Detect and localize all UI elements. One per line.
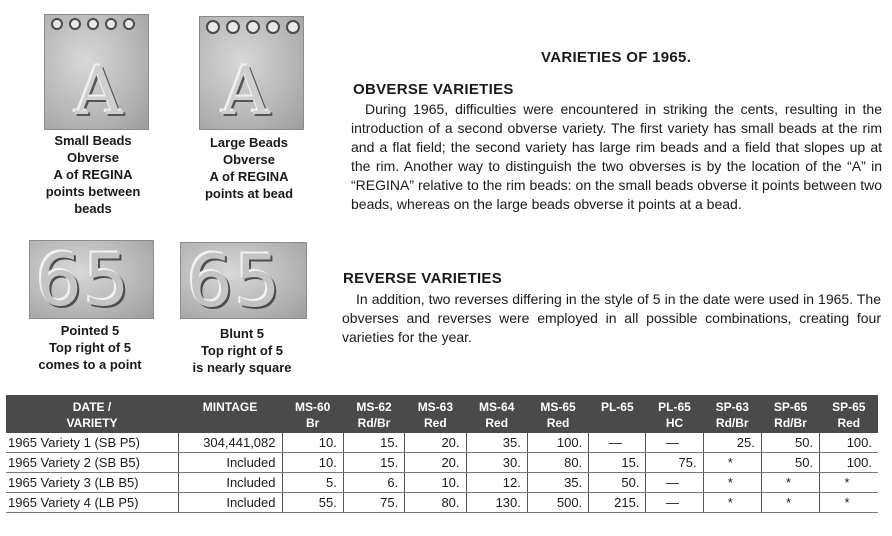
col-header-ms65: MS-65 Red [527, 395, 588, 433]
table-row [6, 473, 878, 493]
cell-price: * [703, 493, 761, 513]
small-beads-obverse-image [44, 14, 149, 130]
col-header-ms62: MS-62 Rd/Br [343, 395, 404, 433]
obverse-paragraph: During 1965, difficulties were encountered in striking the cents, resulting in the introduction of a second obverse variety. The first variety has small beads at the rim and a flat field; the second variety has large rim beads and a field that slopes up at the rim. Another way to distinguish the two obverses is by the location of the “A” in “REGINA” relative to the rim beads: on the small beads obverse it points between two beads, whereas on the large beads obverse it points at a bead. [351, 101, 882, 212]
table-row [6, 433, 878, 453]
col-header-mintage: MINTAGE [178, 395, 282, 433]
caption-line: Large Beads [209, 135, 289, 150]
pointed-5-reverse-image [29, 240, 154, 319]
cell-price: — [589, 433, 646, 453]
col-header-pl65-hc: PL-65 HC [646, 395, 703, 433]
date-digits: 65 [187, 242, 283, 319]
cell-price: 215. [589, 493, 646, 513]
cell-price: 500. [527, 493, 588, 513]
cell-price: 15. [343, 453, 404, 473]
caption-line: Top right of 5 [200, 343, 284, 358]
table-row [6, 453, 878, 473]
page-title: VARIETIES OF 1965. [541, 49, 692, 66]
cell-price: 55. [282, 493, 343, 513]
large-rim-beads [206, 20, 300, 34]
cell-price: 100. [527, 433, 588, 453]
cell-price: 15. [343, 433, 404, 453]
cell-price: 100. [820, 433, 878, 453]
large-beads-caption [188, 134, 310, 202]
col-header-sp65-red: SP-65 Red [820, 395, 878, 433]
cell-price: 50. [589, 473, 646, 493]
variety-price-table [6, 395, 878, 513]
cell-price: 6. [343, 473, 404, 493]
caption-line: is nearly square [192, 360, 292, 375]
col-header-ms63: MS-63 Red [405, 395, 466, 433]
reverse-heading: REVERSE VARIETIES [343, 270, 503, 287]
cell-variety: 1965 Variety 4 (LB P5) [6, 493, 178, 513]
cell-price: 130. [466, 493, 527, 513]
caption-line: Obverse [222, 152, 276, 167]
cell-price: 5. [282, 473, 343, 493]
caption-line: Small Beads [54, 133, 132, 148]
cell-price: 75. [343, 493, 404, 513]
caption-line: A of REGINA [209, 169, 289, 184]
obverse-heading: OBVERSE VARIETIES [353, 81, 514, 98]
cell-price: * [703, 473, 761, 493]
table-header-row [6, 395, 878, 433]
cell-price: * [820, 473, 878, 493]
cell-variety: 1965 Variety 1 (SB P5) [6, 433, 178, 453]
cell-price: 35. [466, 433, 527, 453]
cell-price: 100. [820, 453, 878, 473]
cell-price: 25. [703, 433, 761, 453]
col-header-pl65: PL-65 [589, 395, 646, 433]
blunt-5-caption [172, 325, 312, 376]
table-row [6, 493, 878, 513]
caption-line: comes to a point [38, 357, 142, 372]
col-header-sp63: SP-63 Rd/Br [703, 395, 761, 433]
cell-price: 12. [466, 473, 527, 493]
reverse-paragraph: In addition, two reverses differing in the style of 5 in the date were used in 1965. The obverses and reverses were employed in all possible combinations, creating four varieties for the year. [342, 291, 881, 345]
cell-price: — [646, 433, 703, 453]
col-header-ms64: MS-64 Red [466, 395, 527, 433]
cell-price: 50. [761, 433, 819, 453]
cell-price: 75. [646, 453, 703, 473]
blunt-5-reverse-image [180, 242, 307, 319]
cell-price: 10. [282, 453, 343, 473]
small-rim-beads [51, 18, 135, 30]
caption-line: A of REGINA [53, 167, 133, 182]
cell-price: 10. [282, 433, 343, 453]
cell-price: 20. [405, 453, 466, 473]
pointed-5-caption [20, 322, 160, 373]
cell-mintage: Included [178, 453, 282, 473]
cell-mintage: 304,441,082 [178, 433, 282, 453]
caption-line: Blunt 5 [219, 326, 265, 341]
cell-price: 50. [761, 453, 819, 473]
caption-line: Pointed 5 [60, 323, 120, 338]
col-header-date: DATE / VARIETY [6, 395, 178, 433]
caption-line: Top right of 5 [48, 340, 132, 355]
cell-price: 15. [589, 453, 646, 473]
large-beads-obverse-image [199, 16, 304, 130]
col-header-sp65-rdbr: SP-65 Rd/Br [761, 395, 819, 433]
cell-variety: 1965 Variety 2 (SB B5) [6, 453, 178, 473]
small-beads-caption [32, 132, 154, 217]
cell-price: * [703, 453, 761, 473]
regina-letter-a: A [75, 53, 123, 130]
cell-price: 10. [405, 473, 466, 493]
caption-line: Obverse [66, 150, 120, 165]
cell-variety: 1965 Variety 3 (LB B5) [6, 473, 178, 493]
cell-price: 35. [527, 473, 588, 493]
cell-price: — [646, 473, 703, 493]
caption-line: points at bead [204, 186, 294, 201]
cell-price: 80. [405, 493, 466, 513]
cell-price: * [761, 473, 819, 493]
cell-mintage: Included [178, 473, 282, 493]
regina-letter-a: A [222, 53, 270, 130]
cell-mintage: Included [178, 493, 282, 513]
col-header-ms60: MS-60 Br [282, 395, 343, 433]
cell-price: * [820, 493, 878, 513]
cell-price: 20. [405, 433, 466, 453]
cell-price: — [646, 493, 703, 513]
cell-price: * [761, 493, 819, 513]
caption-line: points between [45, 184, 141, 199]
cell-price: 30. [466, 453, 527, 473]
cell-price: 80. [527, 453, 588, 473]
caption-line: beads [74, 201, 112, 216]
date-digits: 65 [36, 240, 132, 319]
